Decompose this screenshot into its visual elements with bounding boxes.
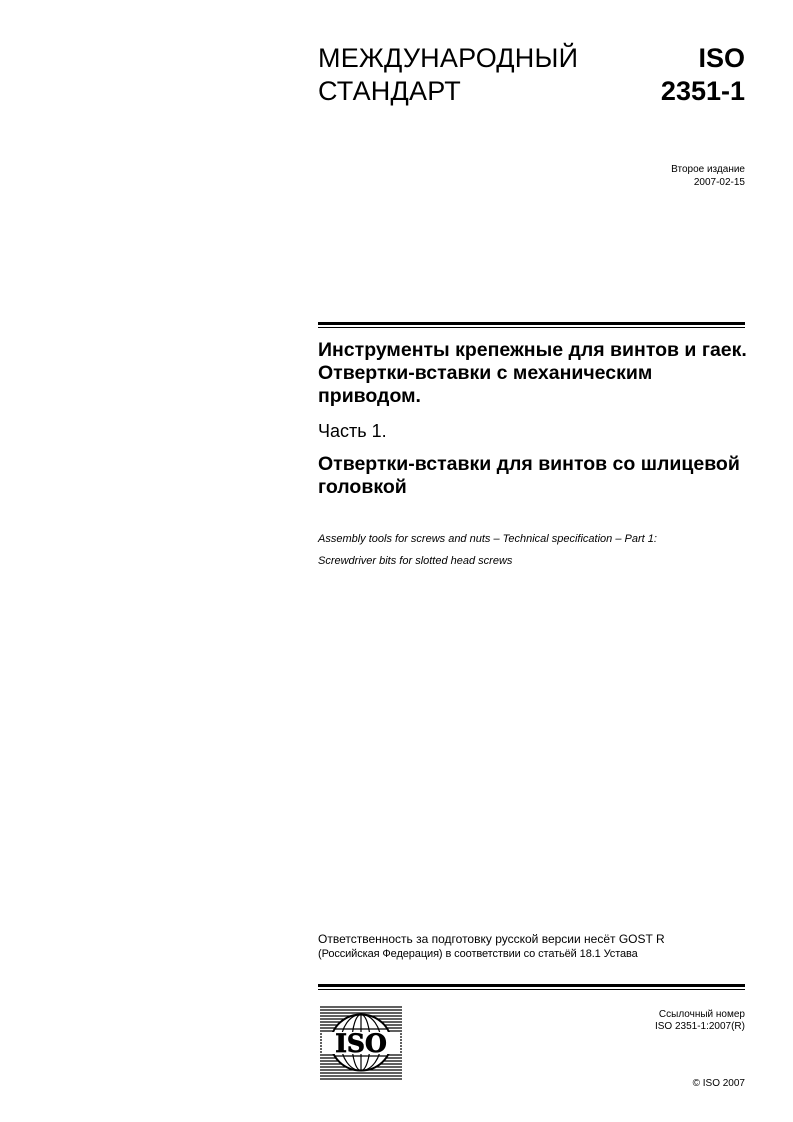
- edition-block: [671, 163, 745, 189]
- standard-number: [661, 42, 745, 108]
- edition-label: Второе издание: [671, 164, 745, 175]
- responsibility-line1: Ответственность за подготовку русской версии несёт GOST R: [318, 932, 665, 946]
- iso-logo-icon: [318, 1005, 404, 1080]
- reference-label: Ссылочный номер: [658, 1009, 745, 1020]
- english-title-line1: Assembly tools for screws and nuts – Technical specification – Part 1:: [318, 533, 657, 545]
- iso-logo-text: ISO: [335, 1029, 387, 1058]
- reference-block: [655, 1009, 745, 1033]
- part-number: Часть 1.: [318, 421, 387, 441]
- standard-prefix: ISO: [698, 43, 745, 73]
- standard-code: 2351-1: [660, 76, 745, 106]
- document-title: Инструменты крепежные для винтов и гаек. Отвертки-вставки с механическим приводом.: [318, 339, 747, 407]
- copyright-notice: © ISO 2007: [692, 1078, 745, 1089]
- reference-number: ISO 2351-1:2007(R): [654, 1021, 745, 1032]
- responsibility-note: [318, 932, 758, 962]
- edition-date: 2007-02-15: [693, 177, 745, 188]
- document-type-line2: СТАНДАРТ: [318, 76, 461, 106]
- english-title-line2: Screwdriver bits for slotted head screws: [318, 555, 513, 567]
- title-top-rule: [318, 322, 745, 328]
- document-type: [318, 42, 578, 108]
- footer-top-rule: [318, 984, 745, 990]
- document-type-line1: МЕЖДУНАРОДНЫЙ: [318, 43, 579, 73]
- english-title: [318, 528, 748, 572]
- document-subtitle: Отвертки-вставки для винтов со шлицевой головкой: [318, 453, 740, 498]
- responsibility-line2: (Российская Федерация) в соответствии со статьёй 18.1 Устава: [318, 948, 638, 960]
